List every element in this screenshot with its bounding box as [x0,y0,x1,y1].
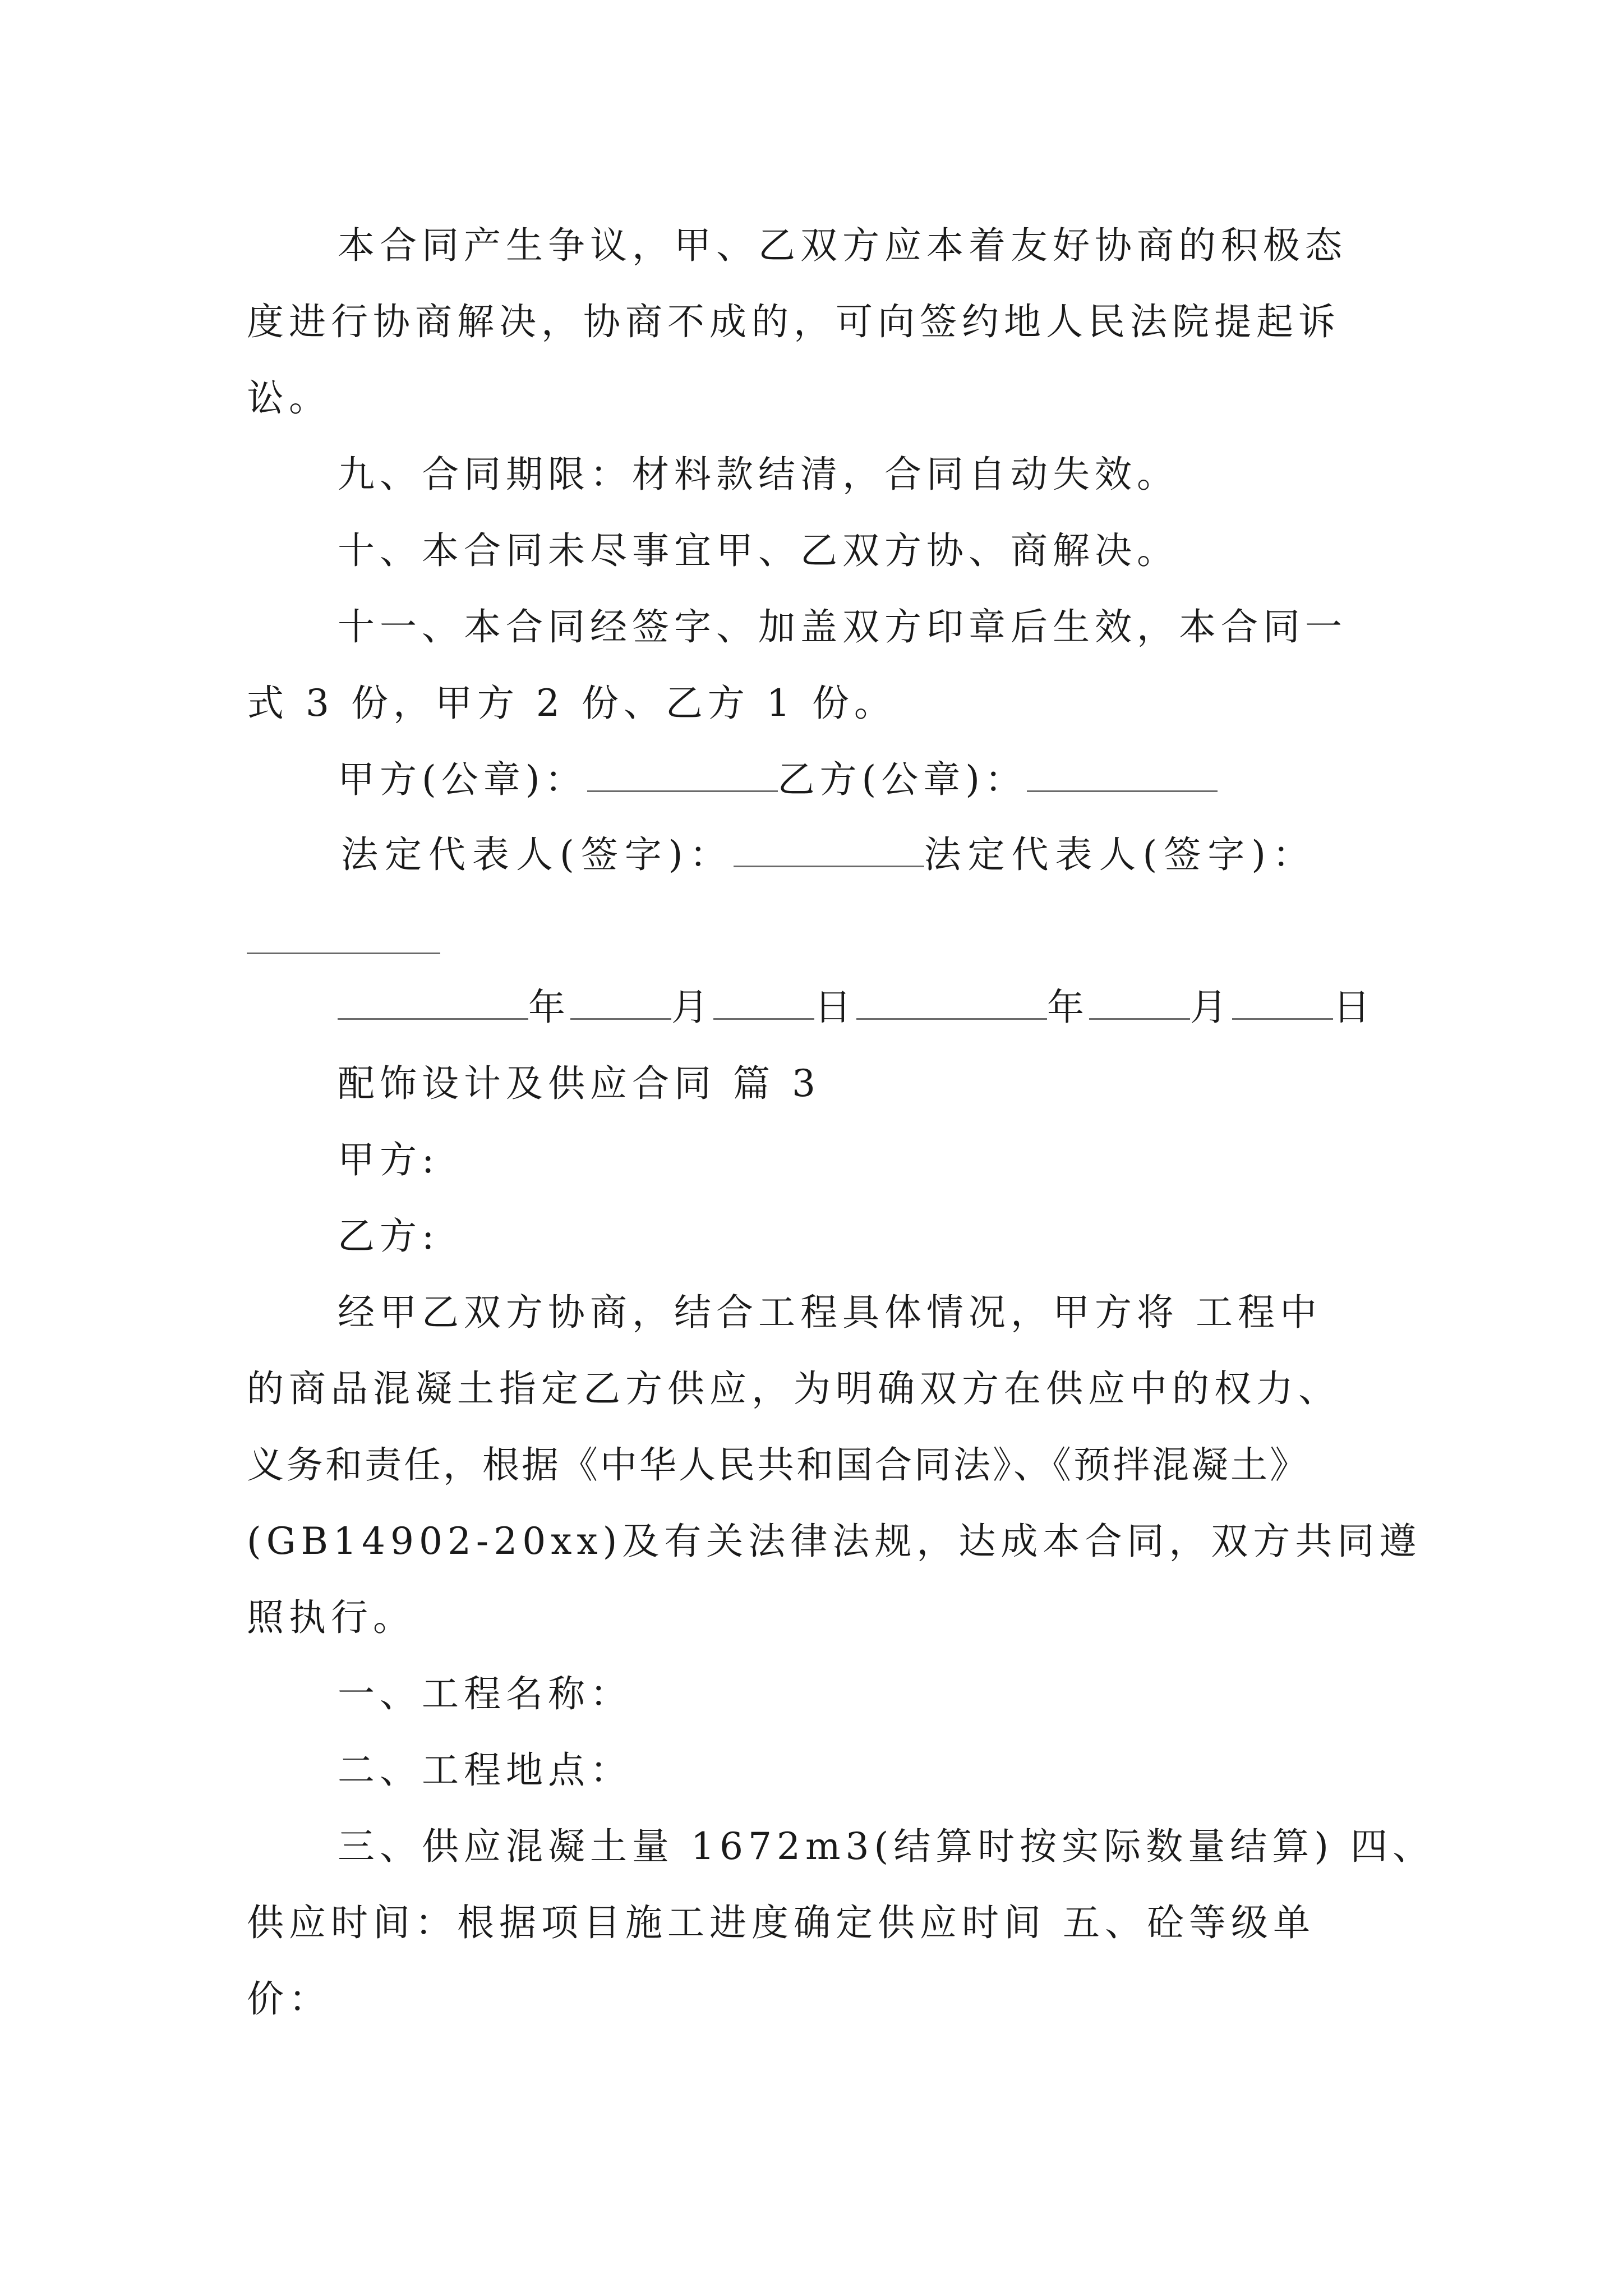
intro-line-2: 的商品混凝土指定乙方供应，为明确双方在供应中的权力、 [247,1367,1340,1410]
party-b-label: 乙方: [338,1214,440,1258]
date-a-day-blank [713,979,814,1020]
date-b-month-label: 月 [1190,986,1232,1029]
seal-line [338,742,1218,818]
date-line [338,969,1375,1046]
clause-9: 九、合同期限：材料款结清，合同自动失效。 [338,453,1179,496]
date-a-year-label: 年 [528,986,570,1029]
legal-rep-b-label: 法定代表人(签字)： [924,833,1316,876]
clause-11-line-2: 式 3 份，甲方 2 份、乙方 1 份。 [247,682,896,725]
clause-11-line-1: 十一、本合同经签字、加盖双方印章后生效，本合同一 [338,605,1347,648]
date-a-month-blank [570,979,671,1020]
party-b-seal-label: 乙方(公章)： [777,758,1027,801]
section-title: 配饰设计及供应合同 篇 3 [338,1062,820,1105]
party-b-seal-blank [1027,751,1218,792]
dispute-line-1: 本合同产生争议，甲、乙双方应本着友好协商的积极态 [338,224,1347,267]
intro-line-4: (GB14902-20xx)及有关法律法规，达成本合同，双方共同遵 [247,1520,1422,1563]
item-3-line-1: 三、供应混凝土量 1672m3(结算时按实际数量结算) 四、 [338,1825,1435,1868]
intro-line-1: 经甲乙双方协商，结合工程具体情况，甲方将 工程中 [338,1291,1322,1334]
intro-line-5: 照执行。 [247,1596,415,1639]
party-a-seal-label: 甲方(公章)： [338,758,587,801]
dispute-line-3: 讼。 [247,376,331,420]
item-2: 二、工程地点： [338,1749,632,1792]
legal-rep-line [341,817,1316,893]
party-a-label: 甲方: [338,1138,440,1181]
date-b-year-label: 年 [1047,986,1089,1029]
date-a-month-label: 月 [671,986,713,1029]
date-b-year-blank [856,979,1047,1020]
date-a-year-blank [338,979,528,1020]
intro-line-3: 义务和责任，根据《中华人民共和国合同法》、《预拌混凝土》 [247,1443,1309,1487]
date-b-day-blank [1232,979,1333,1020]
item-3-line-3: 价： [247,1977,331,2021]
clause-10: 十、本合同未尽事宜甲、乙双方协、商解决。 [338,529,1179,572]
date-b-day-label: 日 [1333,986,1375,1029]
item-3-line-2: 供应时间：根据项目施工进度确定供应时间 五、砼等级单 [247,1901,1315,1944]
date-b-month-blank [1089,979,1190,1020]
legal-rep-a-label: 法定代表人(签字)： [341,833,734,876]
legal-rep-a-blank [734,826,924,867]
date-a-day-label: 日 [814,986,856,1029]
party-a-seal-blank [587,751,778,792]
legal-rep-b-blank [247,953,440,954]
item-1: 一、工程名称： [338,1672,632,1715]
dispute-line-2: 度进行协商解决，协商不成的，可向签约地人民法院提起诉 [247,300,1340,343]
